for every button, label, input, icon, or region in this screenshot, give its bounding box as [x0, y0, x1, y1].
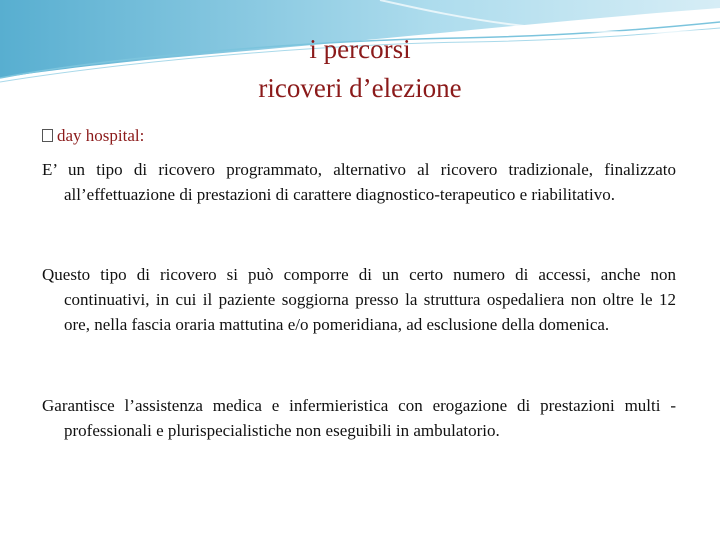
slide-title-line1: i percorsi	[309, 34, 411, 64]
heading-label: day hospital:	[57, 126, 145, 145]
bullet-icon	[42, 129, 53, 142]
paragraph-definition: E’ un tipo di ricovero programmato, alternativo al ricovero tradizionale, finalizzato all’effettuazione di prestazioni di carattere diagnostico-terapeutico e riabilitativo.	[42, 160, 676, 204]
section-heading	[42, 126, 144, 146]
slide-title-line2: ricoveri d’elezione	[258, 73, 462, 103]
paragraph-access: Questo tipo di ricovero si può comporre di un certo numero di accessi, anche non continuativi, in cui il paziente soggiorna presso la struttura ospedaliera non oltre le 12 ore, nella fascia oraria mattutina e/o pomeridiana, ad esclusione della domenica.	[42, 265, 676, 334]
paragraph-services: Garantisce l’assistenza medica e infermieristica con erogazione di prestazioni multi - professionali e plurispecialistiche non eseguibili in ambulatorio.	[42, 396, 676, 440]
